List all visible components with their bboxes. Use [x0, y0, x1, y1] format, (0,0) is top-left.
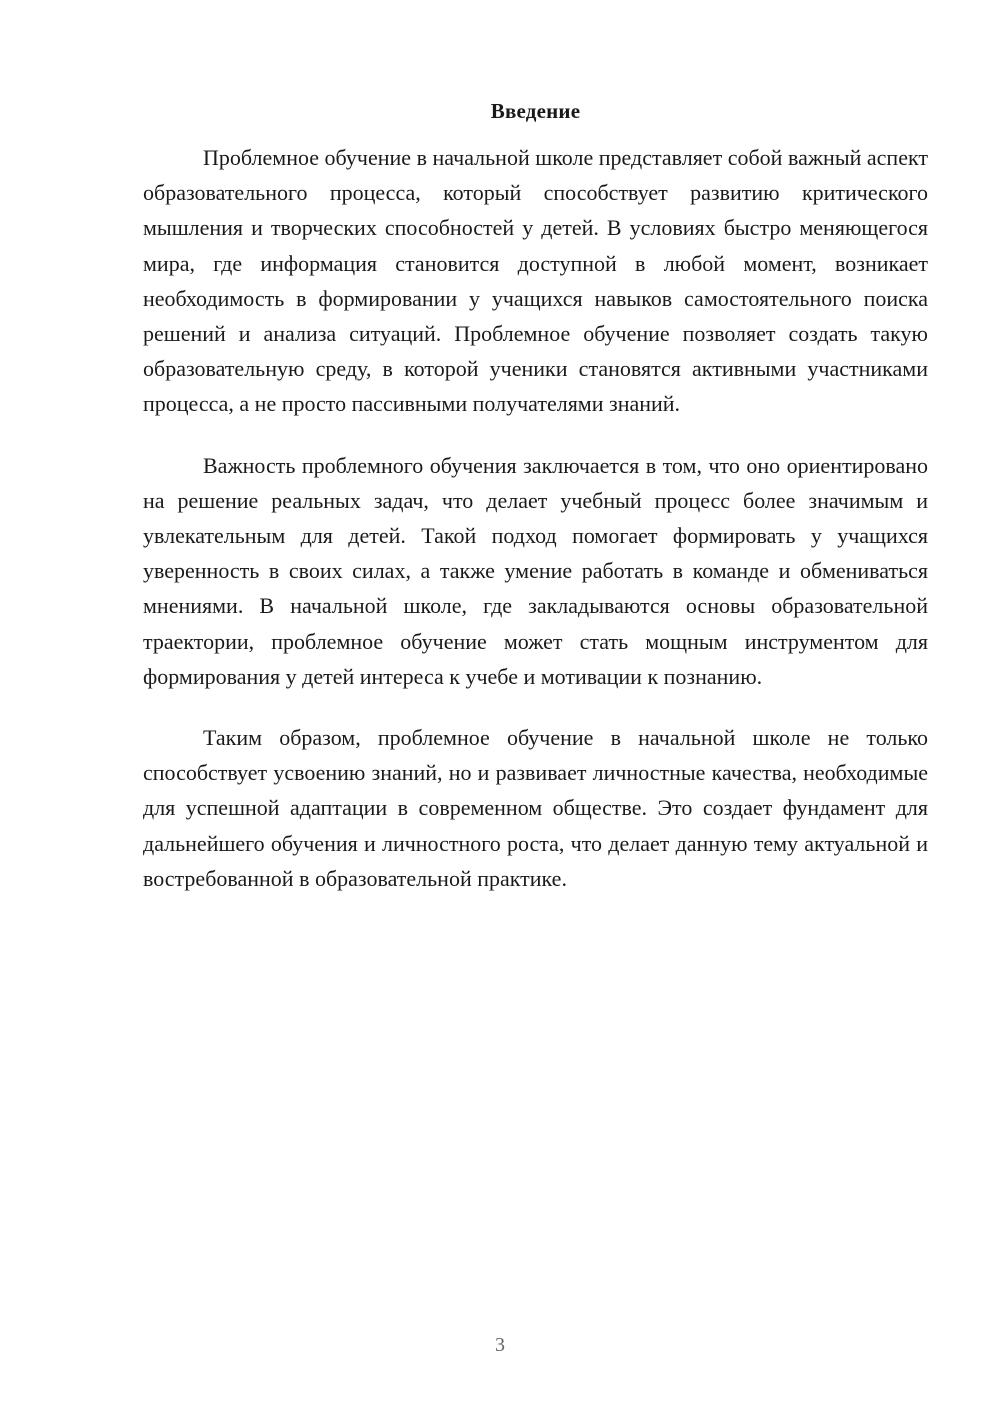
page-content — [143, 96, 928, 922]
page-number: 3 — [495, 1334, 505, 1356]
paragraph-1: Проблемное обучение в начальной школе представляет собой важный аспект образовательного процесса, который способствует развитию критического мышления и творческих способностей у детей. В условиях быстро меняющегося мира, где информация становится доступной в любой момент, возникает необходимость в формировании у учащихся навыков самостоятельного поиска решений и анализа ситуаций. Проблемное обучение позволяет создать такую образовательную среду, в которой ученики становятся активными участниками процесса, а не просто пассивными получателями знаний. — [143, 145, 928, 417]
paragraph-2: Важность проблемного обучения заключается в том, что оно ориентировано на решение реальных задач, что делает учебный процесс более значимым и увлекательным для детей. Такой подход помогает формировать у учащихся уверенность в своих силах, а также умение работать в команде и обмениваться мнениями. В начальной школе, где закладываются основы образовательной траектории, проблемное обучение может стать мощным инструментом для формирования у детей интереса к учебе и мотивации к познанию. — [143, 452, 928, 689]
section-title: Введение — [490, 99, 581, 123]
paragraph-3: Таким образом, проблемное обучение в начальной школе не только способствует усвоению знаний, но и развивает личностные качества, необходимые для успешной адаптации в современном обществе. Это создает фундамент для дальнейшего обучения и личностного роста, что делает данную тему актуальной и востребованной в образовательной практике. — [143, 725, 928, 891]
